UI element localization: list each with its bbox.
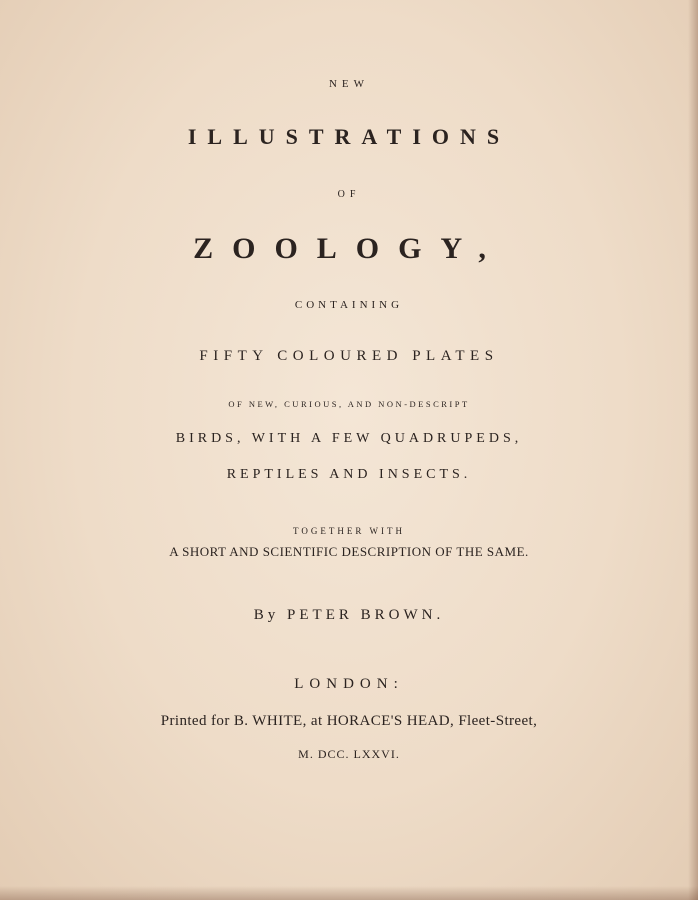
title-line-zoology: ZOOLOGY, <box>193 232 505 265</box>
subtitle-plates: FIFTY COLOURED PLATES <box>199 348 499 364</box>
imprint-year: M. DCC. LXXVI. <box>298 747 400 761</box>
title-line-illustrations: ILLUSTRATIONS <box>187 124 511 149</box>
subtitle-description: A SHORT AND SCIENTIFIC DESCRIPTION OF THE SAME. <box>169 544 529 559</box>
imprint-city: LONDON: <box>294 676 404 692</box>
subtitle-containing: CONTAINING <box>294 299 404 311</box>
subtitle-birds: BIRDS, WITH A FEW QUADRUPEDS, <box>175 431 523 446</box>
title-line-of: OF <box>337 189 361 200</box>
author-line: By PETER BROWN. <box>253 607 445 623</box>
title-line-new: NEW <box>328 78 370 90</box>
page-edge-shadow-bottom <box>0 886 698 900</box>
subtitle-kinds: OF NEW, CURIOUS, AND NON-DESCRIPT <box>228 399 470 409</box>
subtitle-together: TOGETHER WITH <box>293 526 405 536</box>
imprint-printer: Printed for B. WHITE, at HORACE'S HEAD, Fleet-Street, <box>160 713 538 729</box>
subtitle-reptiles: REPTILES AND INSECTS. <box>226 467 472 482</box>
